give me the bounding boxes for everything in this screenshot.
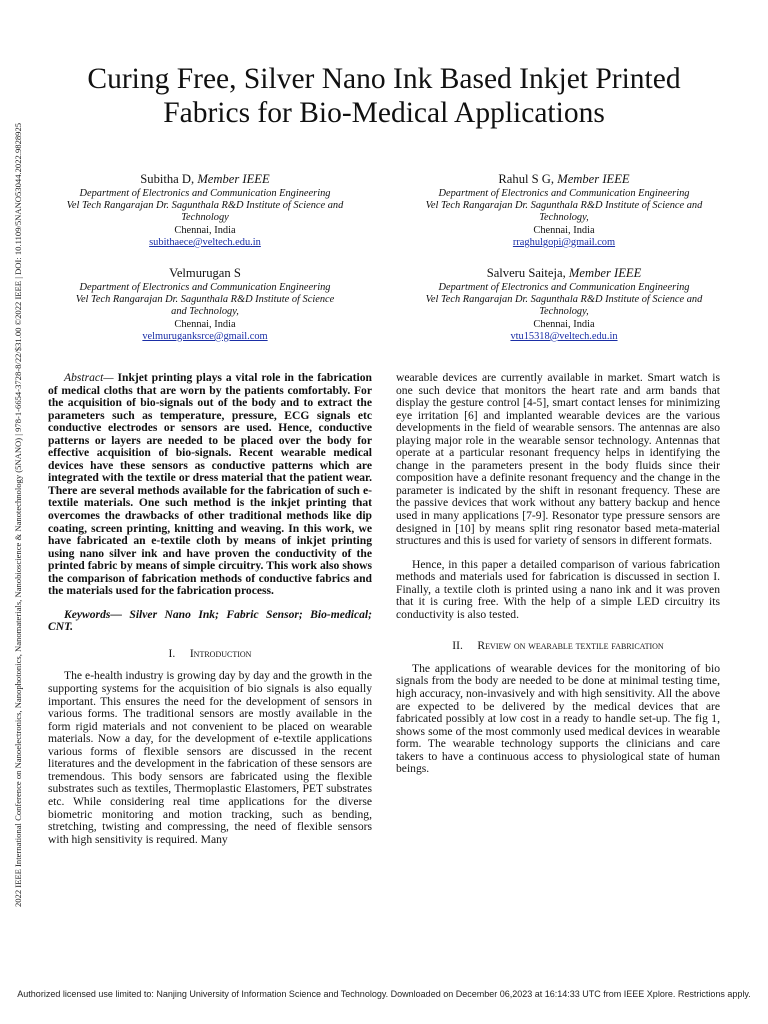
left-column [48, 372, 372, 846]
keywords: Keywords— Silver Nano Ink; Fabric Sensor; Bio-medical; CNT. [48, 607, 372, 634]
author-block-4 [394, 266, 734, 343]
paper-title-line-1: Curing Free, Silver Nano Ink Based Inkjet Printed [87, 63, 681, 95]
author-block-2 [394, 172, 734, 249]
author-institute-cont: Technology, [539, 212, 589, 224]
author-email-link[interactable]: velmuruganksrce@gmail.com [142, 330, 268, 342]
author-institute-cont: and Technology, [171, 306, 239, 318]
author-institute-cont: Technology [181, 212, 229, 224]
author-block-3 [35, 266, 375, 343]
right-paragraph-1: wearable devices are currently available in market. Smart watch is one such device that monitors the heart rate and arm bands that display the gesture control [4-5], smart contact lenses for minimizing eye irritation [6] and implanted wearable devices are the various developments in the field of wearable sensors. The antennas are also playing major role in the wearable sensor technology. Antennas that operate at a particular resonant frequency helps in identifying the change in the parameters present in the body fluids since their composition have a definite resonant frequency and the change in the parameter is indicated by the shift in resonant frequency. These are the passive devices that work without any battery backup and hence used in many applications [7-9]. Resonator type pressure sensors are designed in [10] by means split ring resonator based meta-material structures and this is used for variety of sensors in different formats. [396, 371, 720, 548]
section-heading-introduction: I. Introduction [168, 646, 252, 660]
right-column [396, 372, 720, 776]
review-paragraph: The applications of wearable devices for the monitoring of bio signals from the body are needed to be done at minimal testing time, high accuracy, non-invasively and with high sensitivity. All the above are expected to be delivered by the medical devices that are fabricated possibly at low cost in a ready to handle set-up. The fig 1, shows some of the most commonly used medical devices in wearable form. The wearable technology supports the clinicians and care takers to have a continuous access to physiological state of human beings. [396, 661, 720, 776]
doi-sidebar-text: 2022 IEEE International Conference on Nanoelectronics, Nanophotonics, Nanomaterials, Nanobioscience & Nanotechnology (5NANO) | 978-1-6654-3728-8/22/$31.00 ©2022 IEEE | DOI: 10.1109/5NANO53044.2022.9828925 [13, 122, 23, 908]
author-city: Chennai, India [533, 318, 595, 330]
abstract [48, 372, 372, 598]
paper-title-line-2: Fabrics for Bio-Medical Applications [163, 97, 605, 129]
author-email-link[interactable]: rraghulgopi@gmail.com [512, 236, 616, 248]
author-name: Subitha D, Member IEEE [140, 172, 270, 186]
author-institute-cont: Technology, [539, 306, 589, 318]
author-department: Department of Electronics and Communication Engineering [438, 188, 690, 199]
author-department: Department of Electronics and Communication Engineering [79, 282, 331, 293]
author-name: Salveru Saiteja, Member IEEE [486, 266, 642, 280]
author-department: Department of Electronics and Communication Engineering [438, 282, 690, 293]
paper-title [30, 62, 738, 130]
author-email-link[interactable]: subithaece@veltech.edu.in [149, 236, 261, 248]
author-institute: Vel Tech Rangarajan Dr. Sagunthala R&D Institute of Science and [66, 200, 344, 212]
license-footer: Authorized licensed use limited to: Nanjing University of Information Science and Technology. Downloaded on December 06,2023 at 16:14:33 UTC from IEEE Xplore. Restrictions apply. [17, 989, 751, 999]
author-city: Chennai, India [174, 318, 236, 330]
author-name: Velmurugan S [169, 266, 241, 280]
abstract-text: Inkjet printing plays a vital role in the fabrication of medical cloths that are worn by the patients comfortably. For the acquisition of bio-signals out of the body and to extract the parameters such as temperature, pressure, ECG signals etc conductive electrodes or sensors are used. Hence, conductive patterns or layers are needed to be placed over the body for effective acquisition of bio-signals. Recent wearable medical devices have these sensors as conductive patterns which are integrated with the textile or dress material that the patient wear. There are several methods available for the fabrication of such e-textile materials. One such method is the inkjet printing that overcomes the drawbacks of other traditional methods like dip coating, screen printing, knitting and weaving. In this work, we have fabricated an e-textile cloth by means of inkjet printing using nano silver ink and have proven the conductivity of the printed fabric by means of simple circuitry. This work also shows the comparison of fabrication methods of conductive fabrics and the materials used for the fabrication process. [48, 371, 372, 598]
author-block-1 [35, 172, 375, 249]
author-institute: Vel Tech Rangarajan Dr. Sagunthala R&D Institute of Science [75, 294, 335, 306]
author-institute: Vel Tech Rangarajan Dr. Sagunthala R&D Institute of Science and [425, 200, 703, 212]
doi-sidebar [11, 70, 25, 960]
abstract-label: Abstract— [64, 371, 114, 384]
author-institute: Vel Tech Rangarajan Dr. Sagunthala R&D Institute of Science and [425, 294, 703, 306]
right-paragraph-2: Hence, in this paper a detailed comparison of various fabrication methods and materials used for fabrication is discussed in section I. Finally, a textile cloth is printed using a nano ink and it was proven that it is curing free. With the help of a simple LED circuitry its conductivity is also tested. [396, 557, 720, 621]
author-city: Chennai, India [533, 224, 595, 236]
author-department: Department of Electronics and Communication Engineering [79, 188, 331, 199]
author-city: Chennai, India [174, 224, 236, 236]
introduction-paragraph: The e-health industry is growing day by day and the growth in the supporting systems for the acquisition of bio signals is also equally important. This ensures the need for the development of sensors in various forms. The traditional sensors are mostly available in the form rigid materials and not convenient to be placed on wearable materials. Now a day, for the development of e-textile applications various forms of flexible sensors are discussed in the recent literatures and the development in the fabrication of these sensors are tremendous. This body sensors are fabricated using the flexible substrates such as textiles, Thermoplastic Elastomers, PET substrates etc. While considering real time applications for the diverse biometric monitoring and motion tracking, such as bending, stretching, twisting and compressing, the need of flexible sensors with high sensitivity is required. Many [48, 669, 372, 846]
author-email-link[interactable]: vtu15318@veltech.edu.in [510, 330, 618, 342]
author-name: Rahul S G, Member IEEE [498, 172, 630, 186]
section-heading-review: II. Review on wearable textile fabrication [452, 639, 664, 653]
